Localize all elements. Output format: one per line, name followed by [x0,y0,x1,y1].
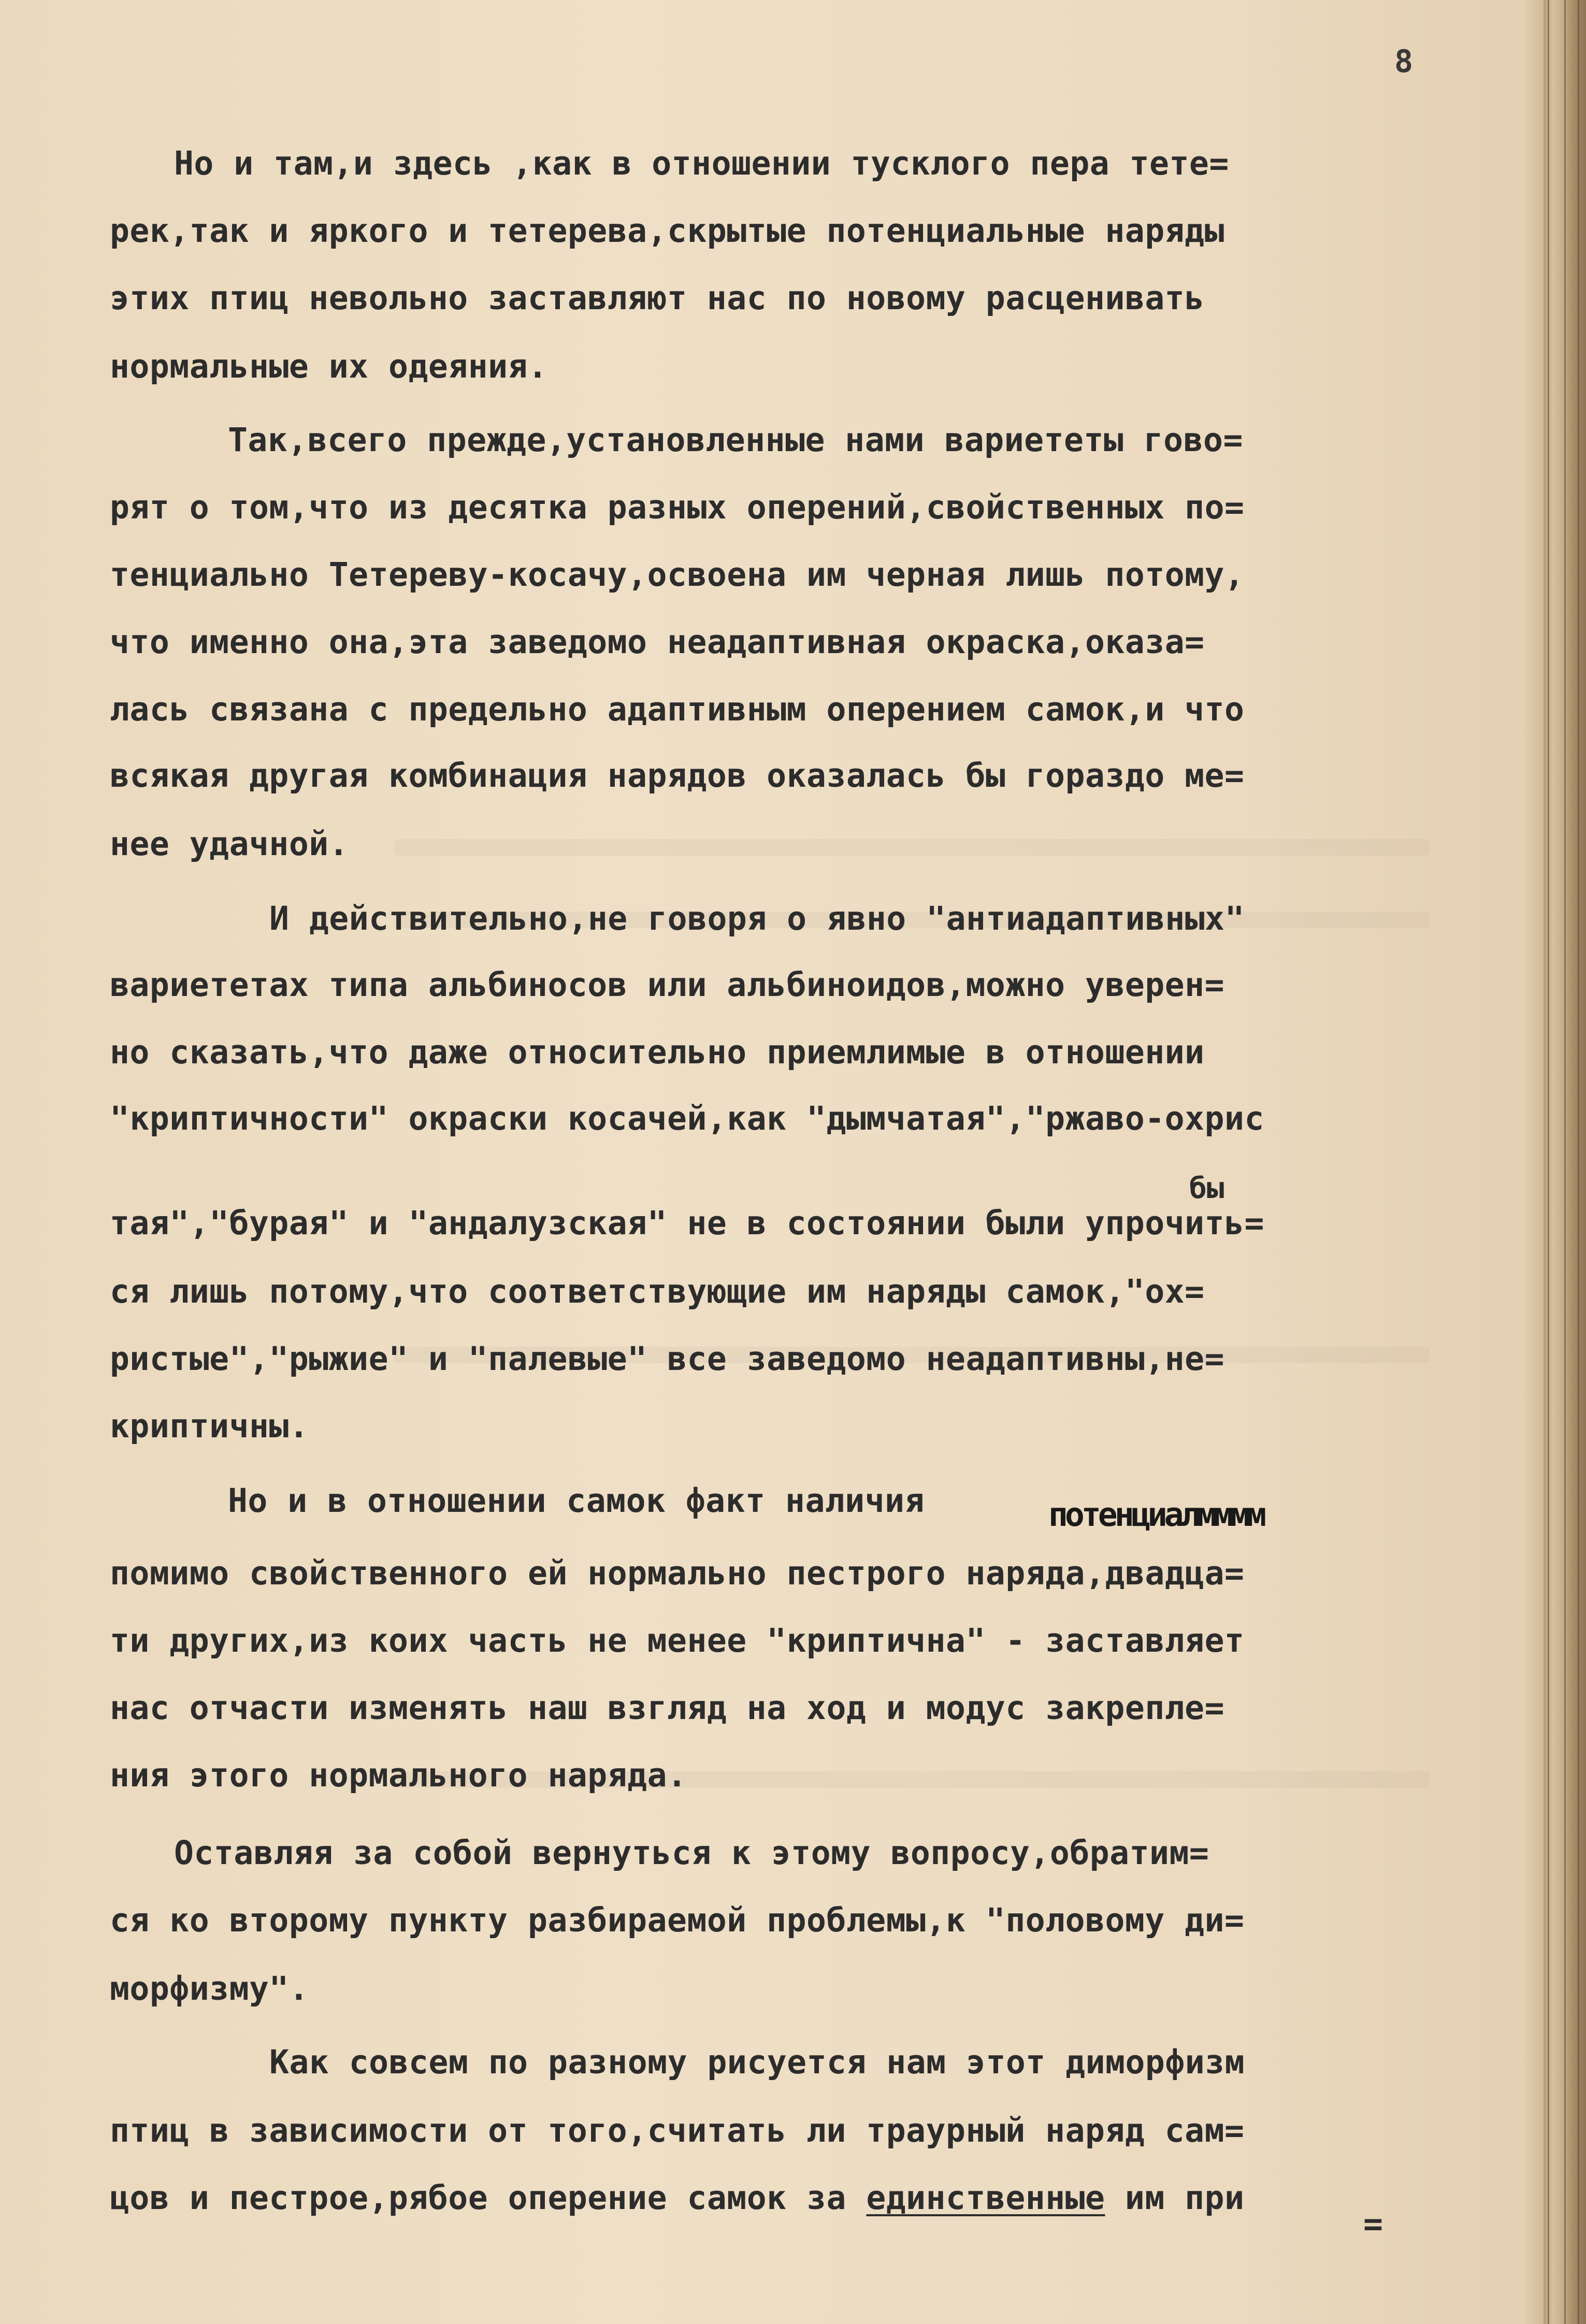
text-line: Оставляя за собой вернуться к этому вопросу,обратим= [174,1834,1209,1872]
bleed-through-text [394,839,1430,856]
text-line: Но и в отношении самок факт наличия [228,1482,925,1520]
binding-stitch [1548,0,1549,2324]
text-line: тенциально Тетереву-косачу,освоена им черная лишь потому, [110,556,1245,594]
text-line: тая","бурая" и "андалузская" не в состоянии были упрочить= [110,1204,1264,1242]
text-line: Так,всего прежде,установленные нами вариететы гово= [228,421,1243,459]
text-line: нее удачной. [110,825,349,863]
text-line: рек,так и яркого и тетерева,скрытые потенциальные наряды [110,212,1225,250]
text-line: криптичны. [110,1407,309,1445]
text-line: нас отчасти изменять наш взгляд на ход и модус закрепле= [110,1689,1225,1727]
page-number: 8 [1394,44,1414,80]
text-line: птиц в зависимости от того,считать ли траурный наряд сам= [110,2112,1245,2149]
text-segment: им при [1124,2179,1245,2217]
text-line: что именно она,эта заведомо неадаптивная окраска,оказа= [110,623,1205,661]
text-line: всякая другая комбинация нарядов оказалась бы гораздо ме= [110,757,1245,795]
text-line: морфизму". [110,1970,309,2008]
binding-stitch [1564,0,1566,2324]
text-line: помимо свойственного ей нормально пестрого наряда,двадца= [110,1554,1245,1592]
text-line: ния этого нормального наряда. [110,1756,687,1794]
text-line [110,2179,1245,2217]
text-line: ся ко второму пункту разбираемой проблемы,к "половому ди= [110,1901,1245,1939]
text-line: этих птиц невольно заставляют нас по новому расценивать [110,279,1205,317]
text-line: ти других,из коих часть не менее "криптична" - заставляет [110,1622,1245,1659]
text-line: Но и там,и здесь ,как в отношении тусклого пера тете= [174,145,1229,182]
text-line: Как совсем по разному рисуется нам этот диморфизм [269,2043,1245,2081]
handwritten-insertion: бы [1189,1172,1224,1205]
hyphen-mark: = [1363,2205,1383,2243]
text-line: ристые","рыжие" и "палевые" все заведомо неадаптивны,не= [110,1340,1225,1378]
underlined-word: единственные [866,2179,1105,2217]
text-line: лась связана с предельно адаптивным оперением самок,и что [110,690,1245,728]
text-line: вариететах типа альбиносов или альбиноидов,можно уверен= [110,966,1225,1004]
text-segment: цов и пестрое,рябое оперение самок за [110,2179,846,2217]
text-line: нормальные их одеяния. [110,348,548,385]
text-line: но сказать,что даже относительно приемлимые в отношении [110,1033,1205,1071]
binding-stitch [1578,0,1579,2324]
text-line: И действительно,не говоря о явно "антиадаптивных" [269,900,1245,937]
text-line: рят о том,что из десятка разных оперений,свойственных по= [110,488,1245,526]
text-line: ся лишь потому,что соответствующие им наряды самок,"ох= [110,1273,1205,1310]
book-binding-edge [1544,0,1586,2324]
struck-out-text: потенциалмммм [1048,1496,1264,1534]
text-line: "криптичности" окраски косачей,как "дымчатая","ржаво-охрис [110,1100,1264,1137]
